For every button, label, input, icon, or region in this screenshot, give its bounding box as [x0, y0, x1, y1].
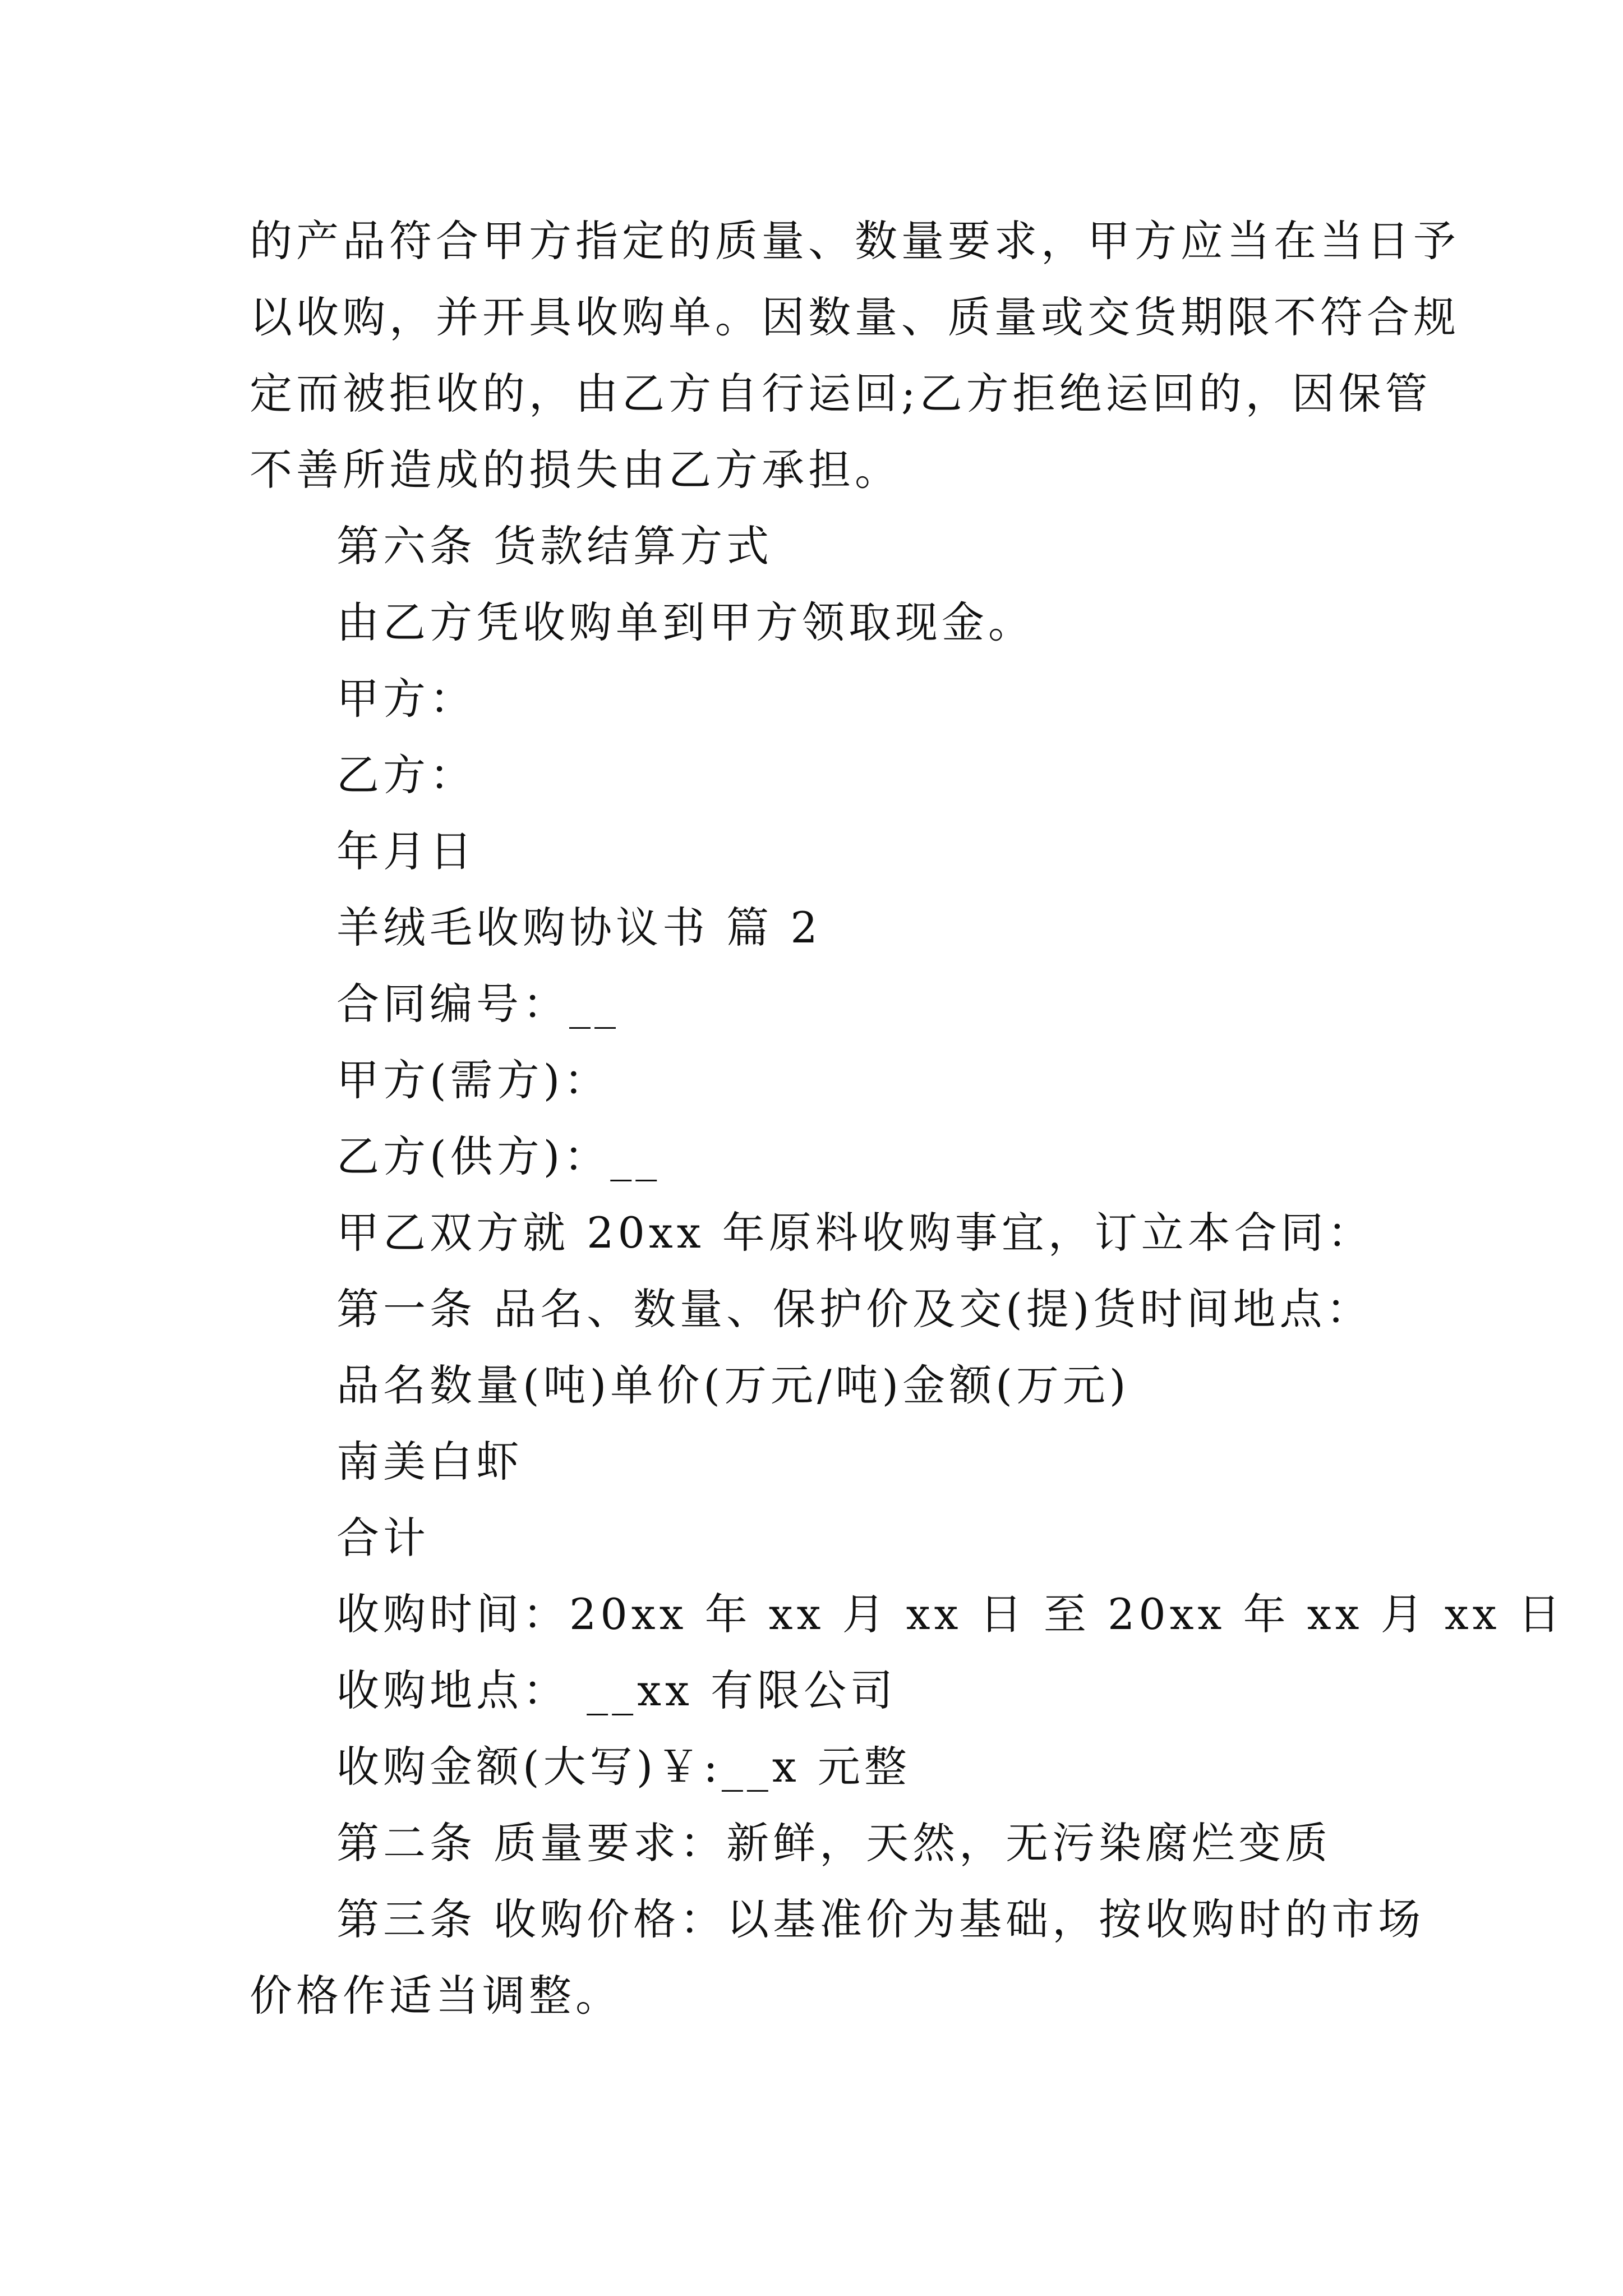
purchase-amount: 收购金额(大写)￥:__x 元整: [336, 1742, 911, 1792]
paragraph-line: 以收购，并开具收购单。因数量、质量或交货期限不符合规: [250, 292, 1460, 342]
party-a-buyer: 甲方(需方)：: [336, 1055, 611, 1105]
total-label: 合计: [336, 1513, 430, 1563]
paragraph-line: 的产品符合甲方指定的质量、数量要求，甲方应当在当日予: [250, 216, 1460, 266]
article-heading: 第一条 品名、数量、保护价及交(提)货时间地点：: [336, 1284, 1373, 1334]
party-a-label: 甲方：: [336, 674, 476, 724]
date-label: 年月日: [336, 826, 476, 876]
purchase-time: 收购时间：20xx 年 xx 月 xx 日 至 20xx 年 xx 月 xx 日: [336, 1589, 1565, 1639]
paragraph-line: 甲乙双方就 20xx 年原料收购事宜，订立本合同：: [336, 1208, 1374, 1258]
article-heading: 第二条 质量要求：新鲜，天然，无污染腐烂变质: [336, 1818, 1332, 1868]
paragraph-line: 不善所造成的损失由乙方承担。: [250, 445, 901, 495]
product-name: 南美白虾: [336, 1437, 523, 1487]
document-title: 羊绒毛收购协议书 篇 2: [336, 903, 822, 953]
party-b-supplier: 乙方(供方)：__: [336, 1131, 661, 1181]
paragraph-line: 定而被拒收的，由乙方自行运回;乙方拒绝运回的，因保管: [250, 369, 1432, 418]
table-header-line: 品名数量(吨)单价(万元/吨)金额(万元): [336, 1360, 1130, 1410]
article-heading: 第三条 收购价格：以基准价为基础，按收购时的市场: [336, 1894, 1425, 1944]
paragraph-line: 由乙方凭收购单到甲方领取现金。: [336, 597, 1035, 647]
contract-number: 合同编号：__: [336, 979, 620, 1029]
purchase-location: 收购地点： __xx 有限公司: [336, 1665, 897, 1715]
article-heading: 第六条 货款结算方式: [336, 521, 773, 571]
paragraph-line: 价格作适当调整。: [250, 1971, 622, 2021]
party-b-label: 乙方：: [336, 750, 476, 800]
